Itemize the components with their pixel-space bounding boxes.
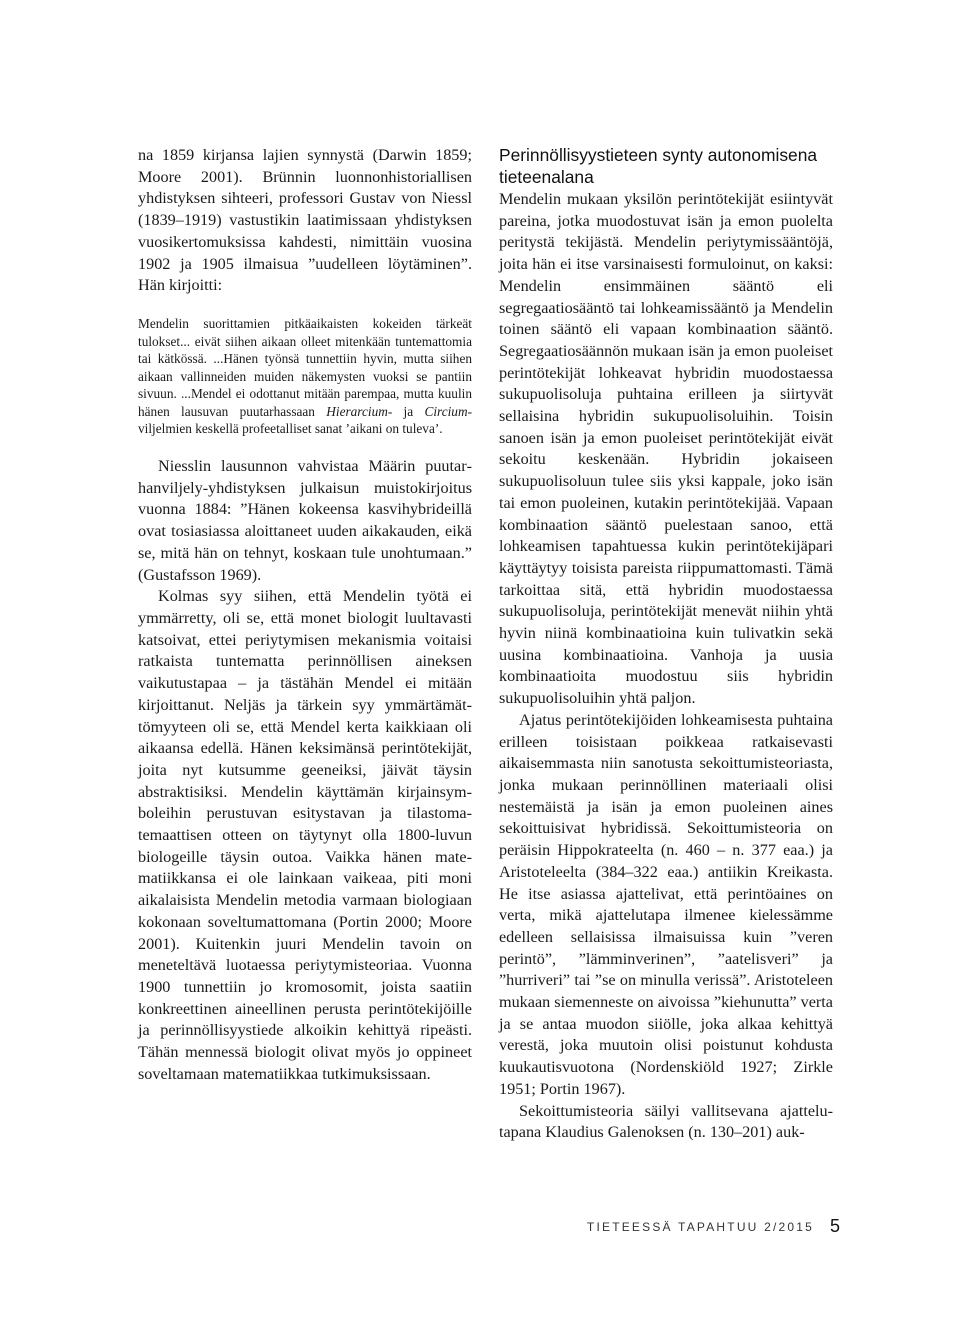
body-paragraph: na 1859 kirjansa lajien synnystä (Darwin 1859; Moore 2001). Brünnin luonnonhistoriallisen yhdistyksen sihteeri, professori Gustav von Niessl (1839–1919) vastustikin laatimissaan yhdistyksen vuosikertomuksissa kahdesti, nimittäin vuosina 1902 ja 1905 ilmaisua ”uudelleen löytäminen”. Hän kirjoitti: bbox=[138, 146, 472, 295]
publication-name: TIETEESSÄ TAPAHTUU 2/2015 bbox=[586, 1219, 814, 1234]
quote-genus-hierarcium: Hierarcium bbox=[326, 403, 388, 419]
body-paragraph: Ajatus perintötekijöiden lohkeamisesta puhtaina erilleen toisistaan poikkeaa ratkaisevasti aikaisemmasta niin sanotusta sekoittumisteoriasta, jonka mukaan perinnöllinen materiaali olisi nestemäistä ja isän ja emon puoleinen aines sekoittuisivat hybridissä. Sekoittumisteoria on peräisin Hippokrateelta (n. 460 – n. 377 eaa.) ja Aristoteleelta (384–322 eaa.) antiikin Kreikasta. He itse asiassa ajattelivat, että perintöaines on verta, mikä ajattelutapa ilmenee kielessämme edelleen sellaisissa ilmaisuissa kuin ”veren perintö”, ”lämminverinen”, ”aatelisveri” ja ”hurriveri” tai ”se on minulla verissä”. Aristoteleen mukaan siemenneste on aivoissa ”kiehunutta” verta ja se antaa muodon siiölle, joka alkaa kehittyä verestä, joka muutoin olisi poistunut kohdusta kuukautisvuotona (Nordenskiöld 1927; Zirkle 1951; Portin 1967). bbox=[499, 710, 833, 1098]
body-paragraph: Kolmas syy siihen, että Mendelin työtä ei ymmärretty, oli se, että monet biologit luultavasti katsoivat, ettei periytymisen mekanismia voitaisi ratkaista tuntematta perinnöllisen aineksen vaikutustapaa – ja tästähän Mendel ei mitään kirjoittanut. Neljäs ja tärkein syy ymmärtämättömyyteen oli se, että Mendel kerta kaikkiaan oli aikaansa edellä. Hänen keksimänsä perintötekijät, joita nyt kutsumme geeneiksi, jäivät täysin abstraktisiksi. Mendelin käyttämän kirjainsymboleihin perustuvan esitystavan ja tilastomatemaattisen otteen on täytynyt olla 1800-luvun biologeille täysin outoa. Vaikka hänen matematiikkansa ei ole lainkaan vaikeaa, piti moni aikalaisista Mendelin metodia varmaan biologiaan kokonaan soveltumattomana (Portin 2000; Moore 2001). Kuitenkin juuri Mendelin tavoin on meneteltävä luotaessa periytymisteoriaa. Vuonna 1900 tunnettiin jo kromosomit, joista saatiin konkreettinen aineellinen perusta perintötekijöille ja perinnöllisyystiede alkoikin kehittyä ripeästi. Tähän mennessä biologit olivat myös jo oppineet soveltamaan matematiikkaa tutkimuksissaan. bbox=[138, 587, 472, 1083]
body-paragraph: Niesslin lausunnon vahvistaa Määrin puutarhanviljely-yhdistyksen julkaisun muistokirjoitus vuonna 1884: ”Hänen kokeensa kasvihybrideillä ovat tosiasiassa aloittaneet uuden aikakauden, eikä se, mitä hän on tehnyt, koskaan tule unohtumaan.” (Gustafsson 1969). bbox=[138, 457, 472, 584]
right-column bbox=[499, 145, 833, 1144]
body-paragraph: Mendelin mukaan yksilön perintötekijät esiintyvät pareina, jotka muodostuvat isän ja emon puolelta peritystä tekijästä. Mendelin periytymissääntöjä, joita hän ei itse varsinaisesti formuloinut, on kaksi: Mendelin ensimmäinen sääntö eli segregaatiosääntö tai lohkeamissääntö ja Mendelin toinen sääntö eli vapaan kombinaation sääntö. Segregaatiosäännön mukaan isän ja emon puoleiset perintötekijät lohkeavat hybridin muodostaessa sukupuolisoluja puhtaina erilleen ja siirtyvät sellaisina hybridin sukupuolisoluihin. Toisin sanoen isän ja emon puoleiset perintötekijät eivät sekoitu keskenään. Hybridin jokaiseen sukupuolisoluun tulee siis yksi kappale, joko isän tai emon puoleinen, kutakin perintötekijää. Vapaan kombinaation sääntö puelestaan sanoo, että lohkeamisen tapahtuessa kukin perintötekijäpari käyttäytyy toisista pareista riippumattomasti. Tämä tarkoittaa sitä, että hybridin muodostaessa sukupuolisoluja, perintötekijät menevät niihin yhtä hyvin niinä kombinaatioina kuin tulivatkin sekä uusina kombinaatioina. Vanhoja ja uusia kombinaatioita muodostuu siis hybridin sukupuolisoluihin yhtä paljon. bbox=[499, 190, 833, 708]
quote-text: -viljelmien keskellä profeetalliset sanat ’aikani on tuleva’. bbox=[138, 403, 472, 437]
section-heading: Perinnöllisyystieteen synty autonomisena tieteenalana bbox=[499, 145, 818, 187]
page-footer bbox=[586, 1216, 840, 1237]
left-column bbox=[138, 145, 472, 1085]
quote-text: Mendelin suorittamien pitkäaikaisten kokeiden tärkeät tulokset... eivät siihen aikaan olleet mitenkään tuntemattomia tai kätkössä. ...Hänen työnsä tunnettiin hyvin, mutta siihen aikaan vallinneiden muiden näkemysten vuoksi se pantiin sivuun. ...Mendel ei odottanut mitään parempaa, mutta kuulin hänen lausuvan puutarhassaan bbox=[138, 315, 472, 419]
quote-genus-circium: Circium bbox=[424, 403, 468, 419]
body-paragraph: Sekoittumisteoria säilyi vallitsevana ajattelutapana Klaudius Galenoksen (n. 130–201) auk- bbox=[499, 1101, 833, 1142]
quote-text: - ja bbox=[387, 403, 425, 419]
block-quote bbox=[138, 315, 472, 438]
page-number: 5 bbox=[829, 1216, 840, 1236]
